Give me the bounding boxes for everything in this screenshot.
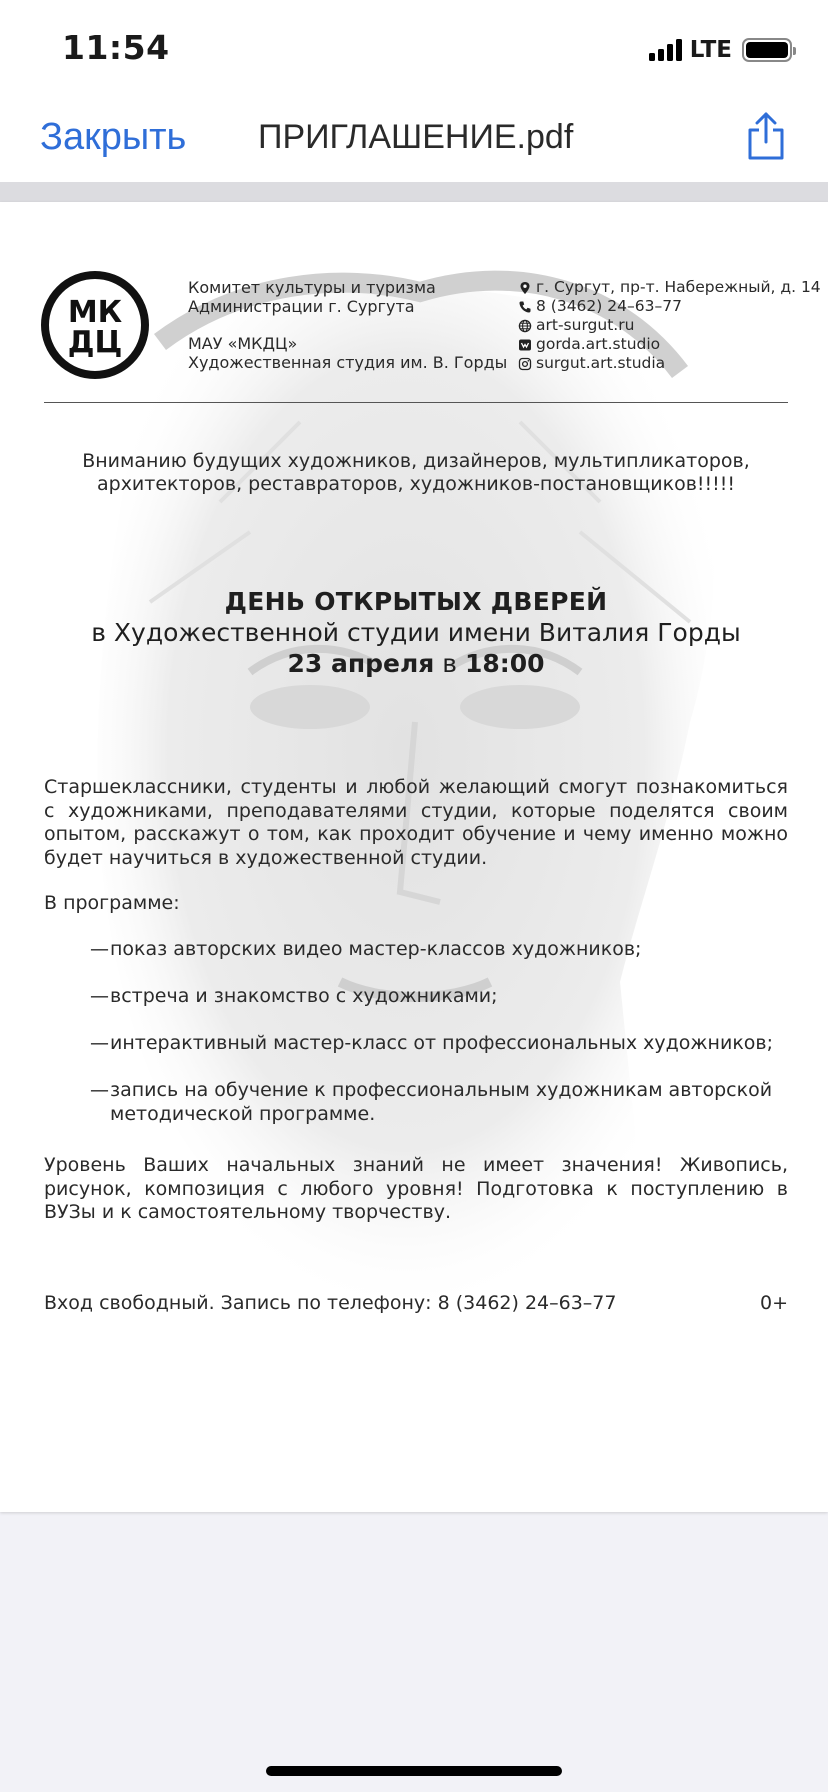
org-line: Художественная студия им. В. Горды: [188, 353, 508, 372]
list-item: — показ авторских видео мастер-классов художников;: [90, 938, 642, 960]
org-line: Комитет культуры и туризма: [188, 278, 436, 297]
status-time: 11:54: [62, 28, 170, 67]
list-item: — запись на обучение к профессиональным художникам авторской методической программе.: [90, 1079, 773, 1125]
nav-bar: [0, 94, 828, 182]
network-type: LTE: [689, 37, 732, 63]
phone-icon: [518, 300, 532, 314]
location-pin-icon: [518, 281, 532, 295]
list-item: — интерактивный мастер-класс от профессиональных художников;: [90, 1032, 774, 1054]
signal-icon: [649, 39, 682, 61]
header-divider: [44, 402, 788, 403]
page-gutter: [0, 182, 828, 202]
event-subtitle: в Художественной студии имени Виталия Горды: [91, 618, 741, 647]
battery-icon: [742, 38, 792, 62]
intro-paragraph: Старшеклассники, студенты и любой желающий смогут познакомиться с художниками, преподавателями студии, которые поделятся своим опытом, расскажут о том, как проходит обучение и чему именно можно будет научиться в художественной студии.: [44, 776, 788, 869]
svg-text:ДЦ: ДЦ: [67, 325, 123, 360]
contact-vk: gorda.art.studio: [518, 335, 821, 354]
event-title: ДЕНЬ ОТКРЫТЫХ ДВЕРЕЙ: [224, 587, 608, 616]
pdf-page[interactable]: [0, 202, 828, 1512]
event-block: [44, 586, 788, 679]
org-line: Администрации г. Сургута: [188, 297, 415, 316]
event-date-time: 23 апреля в 18:00: [287, 649, 545, 678]
attention-text: Вниманию будущих художников, дизайнеров, мультипликаторов, архитекторов, реставраторов, художников-постановщиков!!!!!: [82, 450, 750, 495]
contact-phone: 8 (3462) 24–63–77: [518, 297, 821, 316]
age-rating: 0+: [759, 1292, 788, 1314]
contact-address: г. Сургут, пр-т. Набережный, д. 14: [518, 278, 821, 297]
contacts: [518, 278, 821, 373]
svg-text:МК: МК: [67, 295, 123, 330]
instagram-icon: [518, 357, 532, 371]
vk-icon: [518, 338, 532, 352]
registration-info: Вход свободный. Запись по телефону: 8 (3462) 24–63–77: [44, 1292, 617, 1314]
mkdc-logo: [40, 270, 150, 380]
home-indicator[interactable]: [266, 1766, 562, 1776]
status-indicators: [649, 36, 792, 64]
contact-website: art-surgut.ru: [518, 316, 821, 335]
program-list: [90, 938, 790, 1150]
program-label: В программе:: [44, 892, 180, 914]
organization-info: [188, 278, 507, 372]
globe-icon: [518, 319, 532, 333]
share-button[interactable]: [744, 110, 788, 162]
org-line: МАУ «МКДЦ»: [188, 334, 298, 353]
footer-line: [44, 1292, 788, 1314]
document-title: ПРИГЛАШЕНИЕ.pdf: [258, 118, 574, 156]
close-button[interactable]: Закрыть: [40, 116, 187, 158]
contact-instagram: surgut.art.studia: [518, 354, 821, 373]
list-item: — встреча и знакомство с художниками;: [90, 985, 498, 1007]
status-bar: [0, 0, 828, 94]
share-icon: [744, 110, 788, 162]
closing-paragraph: Уровень Ваших начальных знаний не имеет значения! Живопись, рисунок, композиция с любого уровня! Подготовка к поступлению в ВУЗы и к самостоятельному творчеству.: [44, 1154, 788, 1223]
